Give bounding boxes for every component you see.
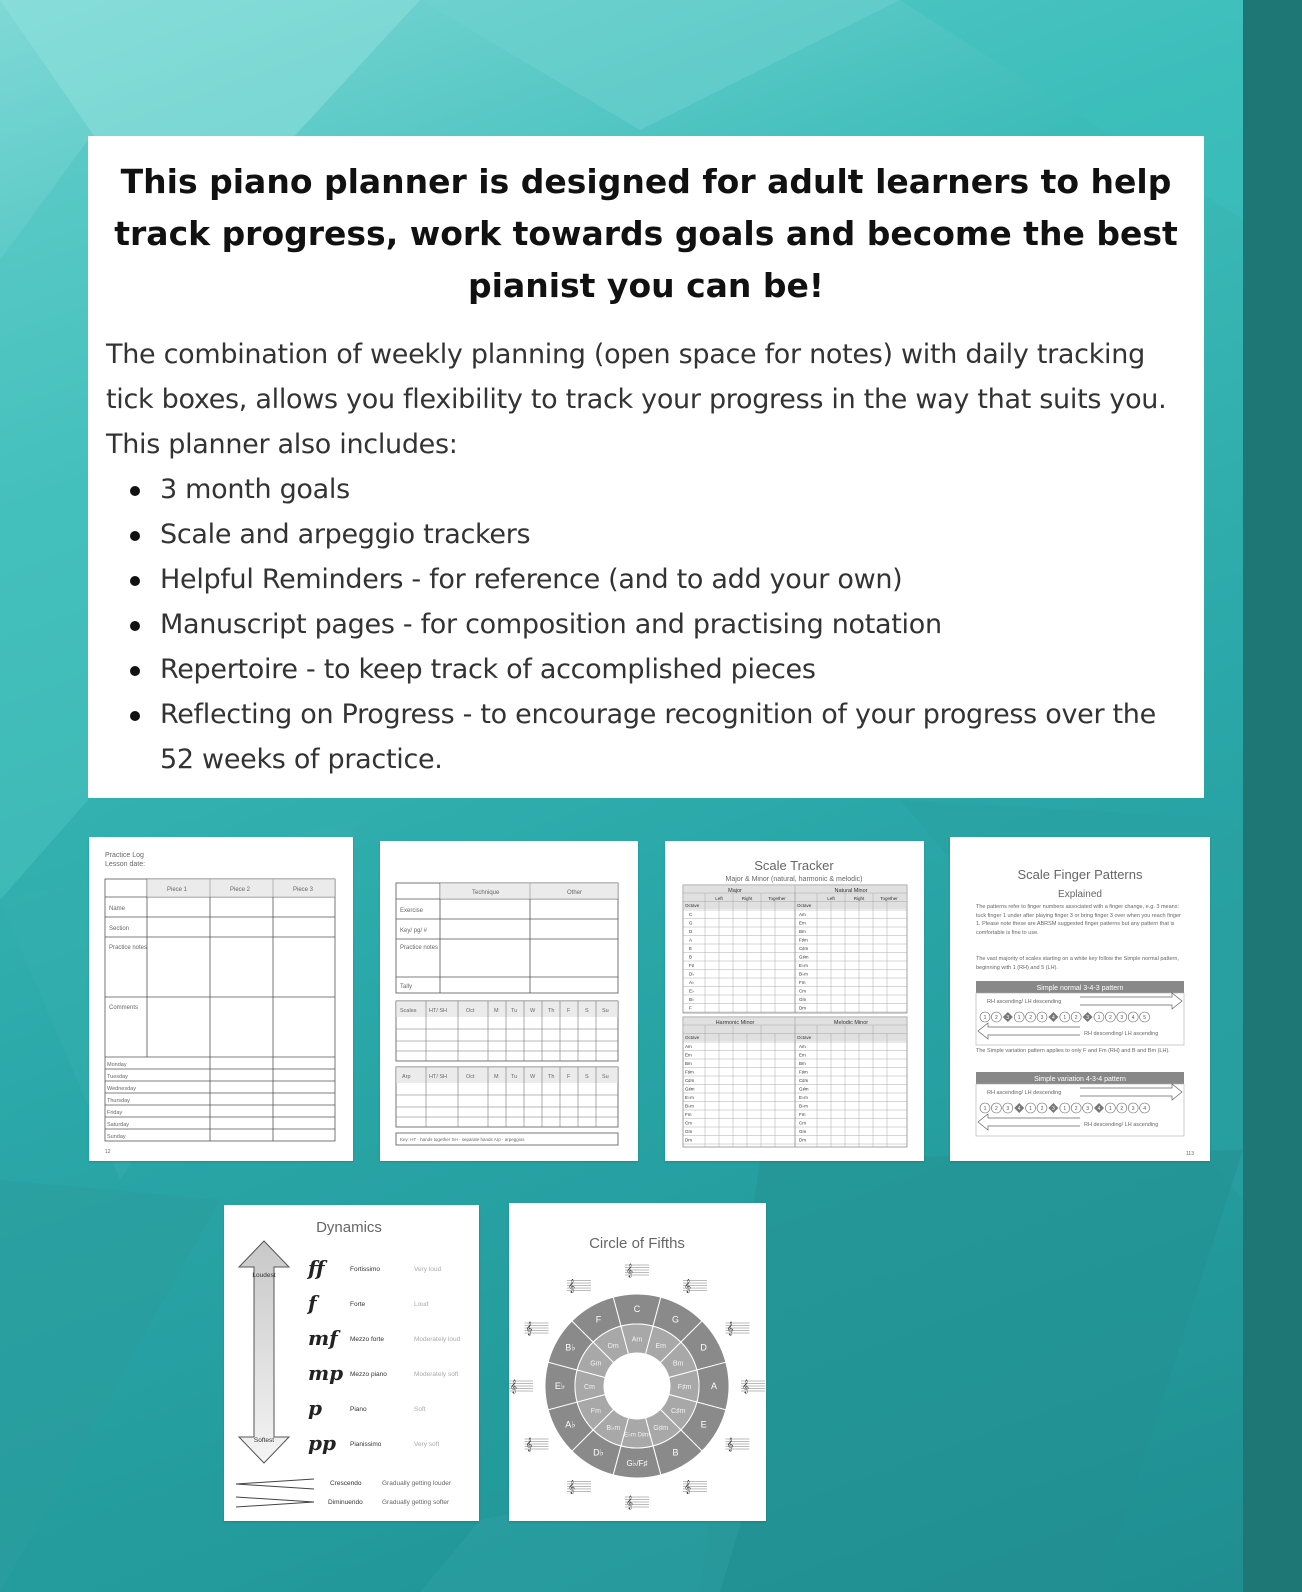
finger-number: 3 [1120, 1015, 1124, 1021]
dynamic-meaning: Very soft [414, 1441, 440, 1448]
svg-text:W: W [530, 1008, 536, 1014]
svg-text:Tu: Tu [511, 1008, 518, 1014]
svg-text:W: W [530, 1074, 536, 1080]
dynamic-name: Piano [350, 1406, 367, 1413]
dynamics-sheet [224, 1205, 479, 1521]
scale-key-label: Fm [799, 980, 806, 985]
finger-patterns-sheet: Scale Finger Patterns Explained The patterns refer to finger numbers associated with a finger change, e.g. 3 means: tuck finger 1 under after playing finger 3 or bring finger 3 over when you reach finger 1. Please note these are ABRSM suggested finger patterns but any pattern that is comfortable is fine to use. The vast majority of scales starting on a white key follow the Simple normal pattern, beginning with 1 (RH) and 5 (LH). Simple normal 3-4-3 pattern RH ascending/ LH descending 1 2 3 1 2 3 4 1 2 3 1 2 3 4 5 RH descending/ LH ascending The Simple variation pattern applies to only F and Fm (RH) and B and Bm (LH). Simple variation 4-3-4 pattern RH ascending/ LH descending 1 2 3 4 1 2 3 1 2 3 4 1 2 3 4 RH descending/ LH ascending 113 [976, 867, 1194, 1157]
svg-text:Key/ pg/ #: Key/ pg/ # [400, 928, 428, 934]
dynamic-name: Fortissimo [350, 1266, 380, 1273]
svg-text:M: M [494, 1074, 499, 1080]
scale-key-label: Am [799, 912, 806, 917]
svg-text:Thursday: Thursday [107, 1098, 130, 1104]
scale-key-label: A♭ [689, 980, 695, 985]
dynamic-meaning: Loud [414, 1301, 429, 1308]
circle-of-fifths-page [509, 1203, 766, 1521]
dynamics-page [224, 1205, 479, 1521]
minor-key-label: C♯m [670, 1407, 686, 1415]
scale-key-label: Am [685, 1044, 692, 1049]
svg-text:Together: Together [768, 896, 786, 901]
dynamic-symbol: mf [308, 1326, 338, 1350]
svg-text:Oct: Oct [466, 1074, 475, 1080]
finger-number: 4 [1017, 1106, 1021, 1112]
scale-key-label: D♭ [689, 971, 695, 977]
finger-number: 2 [995, 1106, 998, 1112]
svg-text:Octave: Octave [797, 903, 812, 908]
key-signature-staff [567, 1279, 591, 1293]
svg-text:Monday: Monday [107, 1062, 127, 1068]
list-item: Helpful Reminders - for reference (and to add your own) [106, 557, 1186, 602]
treble-clef-icon: 𝄞 [726, 1321, 734, 1335]
scale-key-label: E♭m [799, 963, 808, 968]
minor-key-label: Gm [590, 1360, 602, 1368]
treble-clef-icon: 𝄞 [626, 1495, 634, 1509]
dynamic-symbol: mp [308, 1361, 344, 1385]
svg-text:Harmonic Minor: Harmonic Minor [715, 1020, 755, 1026]
finger-number: 1 [983, 1106, 987, 1112]
circle-of-fifths-title: Circle of Fifths [589, 1235, 685, 1252]
practice-log-title: Practice Log [105, 852, 144, 859]
scale-key-label: Cm [685, 1120, 692, 1126]
svg-text:Exercise: Exercise [400, 908, 424, 914]
svg-text:Th: Th [548, 1074, 555, 1080]
scale-key-label: G♯m [799, 1086, 809, 1092]
finger-number: 1 [1063, 1106, 1067, 1112]
key-signature-staff [567, 1479, 591, 1493]
svg-text:Sunday: Sunday [107, 1134, 126, 1140]
svg-text:HT/ SH: HT/ SH [429, 1008, 448, 1014]
dynamic-symbol: pp [308, 1431, 336, 1455]
dynamic-meaning: Moderately soft [414, 1371, 459, 1378]
key-signature-staff [509, 1379, 533, 1393]
svg-text:Other: Other [567, 890, 583, 896]
scale-key-label: G♯m [799, 954, 809, 960]
minor-key-label: Bm [672, 1360, 684, 1368]
finger-number: 3 [1052, 1106, 1055, 1112]
scale-tracker-sheet [665, 841, 924, 1161]
scale-key-label: B♭m [799, 971, 808, 977]
scale-key-label: E [689, 946, 693, 951]
major-key-label: B [672, 1447, 679, 1458]
dynamic-meaning: Very loud [414, 1266, 442, 1273]
finger-number: 2 [1074, 1106, 1078, 1112]
svg-text:M: M [494, 1008, 499, 1014]
svg-text:Piece 1: Piece 1 [167, 887, 188, 893]
finger-number: 3 [1040, 1015, 1044, 1021]
bullet-icon [130, 621, 140, 631]
svg-text:RH ascending/ LH descending: RH ascending/ LH descending [987, 999, 1062, 1005]
scale-key-label: Fm [799, 1112, 806, 1117]
key-signature-staff [625, 1263, 649, 1277]
svg-text:Together: Together [880, 896, 898, 901]
svg-text:Su: Su [602, 1074, 609, 1080]
finger-number: 3 [1131, 1106, 1135, 1112]
scale-key-label: F [689, 1005, 692, 1011]
treble-clef-icon: 𝄞 [742, 1379, 750, 1393]
scale-tracker-title: Scale Tracker [754, 858, 834, 873]
major-key-label: A [710, 1381, 718, 1391]
svg-text:Major & Minor (natural, harmon: Major & Minor (natural, harmonic & melodic) [725, 876, 863, 883]
treble-clef-icon: 𝄞 [684, 1479, 692, 1494]
finger-number: 3 [1006, 1015, 1010, 1021]
scale-key-label: B [689, 954, 693, 960]
svg-text:Softest: Softest [253, 1437, 275, 1444]
scale-key-label: Dm [685, 1137, 692, 1143]
bullet-icon [130, 576, 140, 586]
svg-text:Scales: Scales [400, 1008, 417, 1014]
key-signature-staff [683, 1279, 707, 1293]
scale-key-label: Dm [799, 1137, 806, 1143]
finger-number: 2 [1120, 1106, 1124, 1112]
svg-text:Friday: Friday [107, 1110, 123, 1116]
arrow-left-icon [978, 1114, 1080, 1130]
svg-text:Simple normal 3-4-3 pattern: Simple normal 3-4-3 pattern [1036, 985, 1124, 992]
svg-text:RH ascending/ LH descending: RH ascending/ LH descending [987, 1090, 1062, 1096]
practice-log-sheet [89, 837, 353, 1161]
svg-text:Tally: Tally [400, 984, 413, 990]
finger-number: 1 [1063, 1015, 1067, 1021]
key-signature-staff [525, 1437, 549, 1451]
scale-key-label: Em [685, 1052, 692, 1058]
finger-number: 2 [1074, 1015, 1078, 1021]
svg-text:Octave: Octave [685, 1035, 700, 1040]
svg-text:Tu: Tu [511, 1074, 518, 1080]
scale-key-label: Bm [799, 1061, 806, 1066]
finger-number: 2 [995, 1015, 998, 1021]
major-key-label: E [700, 1419, 707, 1430]
major-key-label: G♭/F♯ [626, 1459, 648, 1468]
svg-text:F: F [567, 1074, 571, 1080]
finger-number: 4 [1097, 1106, 1101, 1112]
minor-key-label: Em [655, 1342, 666, 1350]
treble-clef-icon: 𝄞 [726, 1437, 734, 1451]
scale-key-label: F♯m [799, 1069, 808, 1075]
finger-patterns-title: Scale Finger Patterns [1017, 867, 1143, 882]
scale-key-label: B♭ [689, 997, 695, 1002]
finger-number: 4 [1143, 1106, 1146, 1112]
scale-key-label: C♯m [799, 946, 809, 951]
svg-text:Practice notes: Practice notes [400, 945, 439, 951]
bullet-icon [130, 666, 140, 676]
technique-sheet [380, 841, 638, 1161]
key-signature-staff [725, 1437, 749, 1451]
svg-text:Octave: Octave [797, 1035, 812, 1040]
finger-number: 2 [1029, 1015, 1032, 1021]
scale-key-label: B♭m [799, 1103, 808, 1109]
finger-number: 1 [1017, 1015, 1021, 1021]
finger-number: 5 [1143, 1015, 1146, 1021]
scale-key-label: Fm [685, 1112, 692, 1117]
scale-key-label: Gm [799, 997, 807, 1002]
svg-text:Gradually getting softer: Gradually getting softer [382, 1499, 450, 1506]
dynamics-title: Dynamics [316, 1219, 382, 1236]
list-item: 3 month goals [106, 467, 1186, 512]
scale-key-label: C [689, 912, 693, 917]
svg-text:Key: HT - hands together SH: Key: HT - hands together SH - separate hands Arp - arpeggios [400, 1137, 525, 1142]
svg-text:Tuesday: Tuesday [107, 1074, 128, 1080]
treble-clef-icon: 𝄞 [510, 1379, 518, 1393]
bullet-icon [130, 486, 140, 496]
scale-key-label: Bm [685, 1061, 692, 1066]
svg-text:Name: Name [109, 906, 126, 912]
svg-text:12: 12 [105, 1149, 111, 1155]
scale-key-label: Am [799, 1044, 806, 1049]
list-item: Reflecting on Progress - to encourage recognition of your progress over the 52 weeks of practice. [106, 692, 1186, 782]
circle-of-fifths-sheet [509, 1203, 766, 1521]
major-key-label: F [595, 1314, 602, 1325]
treble-clef-icon: 𝄞 [525, 1437, 533, 1451]
key-signature-staff [683, 1479, 707, 1493]
bullet-icon [130, 711, 140, 721]
treble-clef-icon: 𝄞 [626, 1263, 634, 1277]
finger-number: 1 [1109, 1106, 1112, 1112]
dynamic-name: Pianissimo [350, 1441, 382, 1448]
crescendo-hairpin-icon [236, 1479, 314, 1489]
svg-text:Comments: Comments [109, 1005, 139, 1011]
svg-text:113: 113 [1186, 1151, 1194, 1157]
finger-number: 2 [1109, 1015, 1112, 1021]
svg-text:Natural Minor: Natural Minor [834, 888, 868, 894]
key-signature-staff [741, 1379, 765, 1393]
circle-center [604, 1353, 670, 1419]
list-item: Manuscript pages - for composition and practising notation [106, 602, 1186, 647]
list-item: Scale and arpeggio trackers [106, 512, 1186, 557]
description-panel [88, 136, 1204, 798]
scale-key-label: B♭m [685, 1103, 694, 1109]
svg-text:Crescendo: Crescendo [330, 1480, 362, 1487]
svg-text:S: S [585, 1008, 589, 1014]
minor-key-label: Cm [584, 1384, 595, 1391]
svg-text:Major: Major [728, 888, 742, 894]
svg-text:F: F [567, 1008, 571, 1014]
finger-number: 4 [1131, 1015, 1135, 1021]
scale-key-label: F♯ [689, 963, 694, 968]
key-signature-staff [625, 1495, 649, 1509]
arrow-right-icon [1080, 1084, 1182, 1100]
finger-number: 2 [1040, 1106, 1044, 1112]
arrow-right-icon [1080, 993, 1182, 1009]
dynamic-meaning: Moderately loud [414, 1336, 461, 1343]
major-key-label: D [700, 1342, 707, 1353]
minor-key-label: Am [631, 1336, 643, 1344]
svg-text:HT/ SH: HT/ SH [429, 1074, 448, 1080]
scale-key-label: C♯m [799, 1078, 809, 1083]
svg-text:Melodic Minor: Melodic Minor [833, 1020, 869, 1026]
finger-number: 1 [1029, 1106, 1032, 1112]
svg-text:Th: Th [548, 1008, 555, 1014]
svg-text:Left: Left [827, 896, 835, 901]
minor-key-label: B♭m [606, 1425, 621, 1433]
right-edge-strip [1243, 0, 1302, 1592]
bullet-icon [130, 531, 140, 541]
technique-page [380, 841, 638, 1161]
finger-number: 1 [1097, 1015, 1101, 1021]
headline: This piano planner is designed for adult learners to help track progress, work towards goals and become the best pianist you can be! [114, 162, 1178, 305]
treble-clef-icon: 𝄞 [525, 1321, 533, 1335]
scale-key-label: Gm [685, 1129, 693, 1134]
svg-text:Octave: Octave [685, 903, 700, 908]
finger-number: 1 [983, 1015, 987, 1021]
scale-key-label: G [689, 920, 693, 926]
minor-key-label: Fm [590, 1407, 601, 1415]
minor-key-label: Dm [607, 1342, 619, 1350]
scale-key-label: E♭m [799, 1095, 808, 1100]
scale-key-label: E♭m [685, 1095, 694, 1100]
svg-text:Saturday: Saturday [107, 1122, 130, 1128]
minor-key-label: E♭m D♯m [624, 1432, 650, 1439]
feature-list [106, 467, 1186, 782]
finger-number: 4 [1052, 1015, 1055, 1021]
key-signature-staff [725, 1321, 749, 1335]
dynamic-meaning: Soft [414, 1406, 426, 1413]
dynamic-name: Mezzo forte [350, 1336, 384, 1343]
scale-key-label: F♯m [685, 1069, 694, 1075]
svg-text:RH descending/ LH ascending: RH descending/ LH ascending [1084, 1122, 1159, 1128]
scale-key-label: Em [799, 920, 806, 926]
svg-text:Wednesday: Wednesday [107, 1086, 136, 1092]
key-signature-staff [525, 1321, 549, 1335]
svg-text:Practice notes: Practice notes [109, 945, 148, 951]
finger-number: 3 [1086, 1106, 1089, 1112]
scale-key-label: E♭ [689, 988, 695, 994]
svg-text:Right: Right [741, 896, 753, 901]
major-key-label: E♭ [554, 1381, 566, 1391]
treble-clef-icon: 𝄞 [568, 1479, 576, 1494]
dynamic-name: Mezzo piano [350, 1371, 387, 1378]
major-key-label: A♭ [565, 1419, 576, 1430]
treble-clef-icon: 𝄞 [568, 1278, 576, 1293]
finger-number: 3 [1006, 1106, 1010, 1112]
dynamic-symbol: f [308, 1291, 317, 1315]
finger-patterns-intro: The patterns refer to finger numbers associated with a finger change, e.g. 3 means: tuck finger 1 under after playing finger 3 or bring finger 3 over when you reach finger 1. Please note these are ABRSM suggested finger patterns but any pattern that is comfortable is fine to use. [976, 904, 1181, 936]
dynamic-symbol: p [308, 1396, 322, 1420]
svg-text:RH descending/ LH ascending: RH descending/ LH ascending [1084, 1031, 1159, 1037]
scale-key-label: Cm [799, 988, 806, 994]
minor-key-label: G♯m [653, 1425, 669, 1433]
scale-key-label: Dm [799, 1005, 806, 1011]
practice-log-page [89, 837, 353, 1161]
scale-key-label: Em [799, 1052, 806, 1058]
scale-key-label: Cm [799, 1120, 806, 1126]
scale-key-label: G♯m [685, 1086, 695, 1092]
scale-key-label: D [689, 929, 693, 934]
scale-key-label: A [689, 937, 693, 943]
minor-key-label: F♯m [677, 1384, 692, 1391]
finger-number: 3 [1086, 1015, 1089, 1021]
svg-text:Explained: Explained [1058, 889, 1102, 900]
svg-text:Simple variation 4-3-4 pattern: Simple variation 4-3-4 pattern [1034, 1076, 1126, 1083]
diminuendo-hairpin-icon [236, 1497, 314, 1507]
major-key-label: D♭ [593, 1447, 604, 1458]
svg-text:Piece 2: Piece 2 [230, 887, 251, 893]
svg-text:Left: Left [715, 896, 723, 901]
svg-text:S: S [585, 1074, 589, 1080]
treble-clef-icon: 𝄞 [684, 1278, 692, 1293]
dynamic-name: Forte [350, 1301, 366, 1308]
svg-text:Arp: Arp [402, 1074, 411, 1080]
arrow-left-icon [978, 1023, 1080, 1039]
lesson-date-label: Lesson date: [105, 861, 146, 868]
finger-patterns-page [950, 837, 1210, 1161]
major-key-label: G [671, 1314, 680, 1325]
list-item: Repertoire - to keep track of accomplished pieces [106, 647, 1186, 692]
major-key-label: C [633, 1304, 641, 1314]
scale-key-label: F♯m [799, 937, 808, 943]
svg-text:Right: Right [853, 896, 865, 901]
svg-text:Section: Section [109, 926, 130, 932]
svg-text:Piece 3: Piece 3 [293, 887, 314, 893]
scale-key-label: Bm [799, 929, 806, 934]
major-key-label: B♭ [565, 1342, 576, 1353]
svg-text:Diminuendo: Diminuendo [328, 1499, 363, 1506]
dynamic-symbol: ff [308, 1256, 325, 1280]
scale-tracker-page [665, 841, 924, 1161]
svg-text:Gradually getting louder: Gradually getting louder [382, 1480, 452, 1487]
intro-paragraph: The combination of weekly planning (open space for notes) with daily tracking tick boxes, allows you flexibility to track your progress in the way that suits you. This planner also includes: [106, 339, 1167, 460]
svg-text:Su: Su [602, 1008, 609, 1014]
scale-key-label: C♯m [685, 1078, 695, 1083]
svg-text:Oct: Oct [466, 1008, 475, 1014]
scale-key-label: Gm [799, 1129, 807, 1134]
svg-text:Technique: Technique [472, 890, 500, 896]
svg-text:Loudest: Loudest [252, 1272, 276, 1279]
